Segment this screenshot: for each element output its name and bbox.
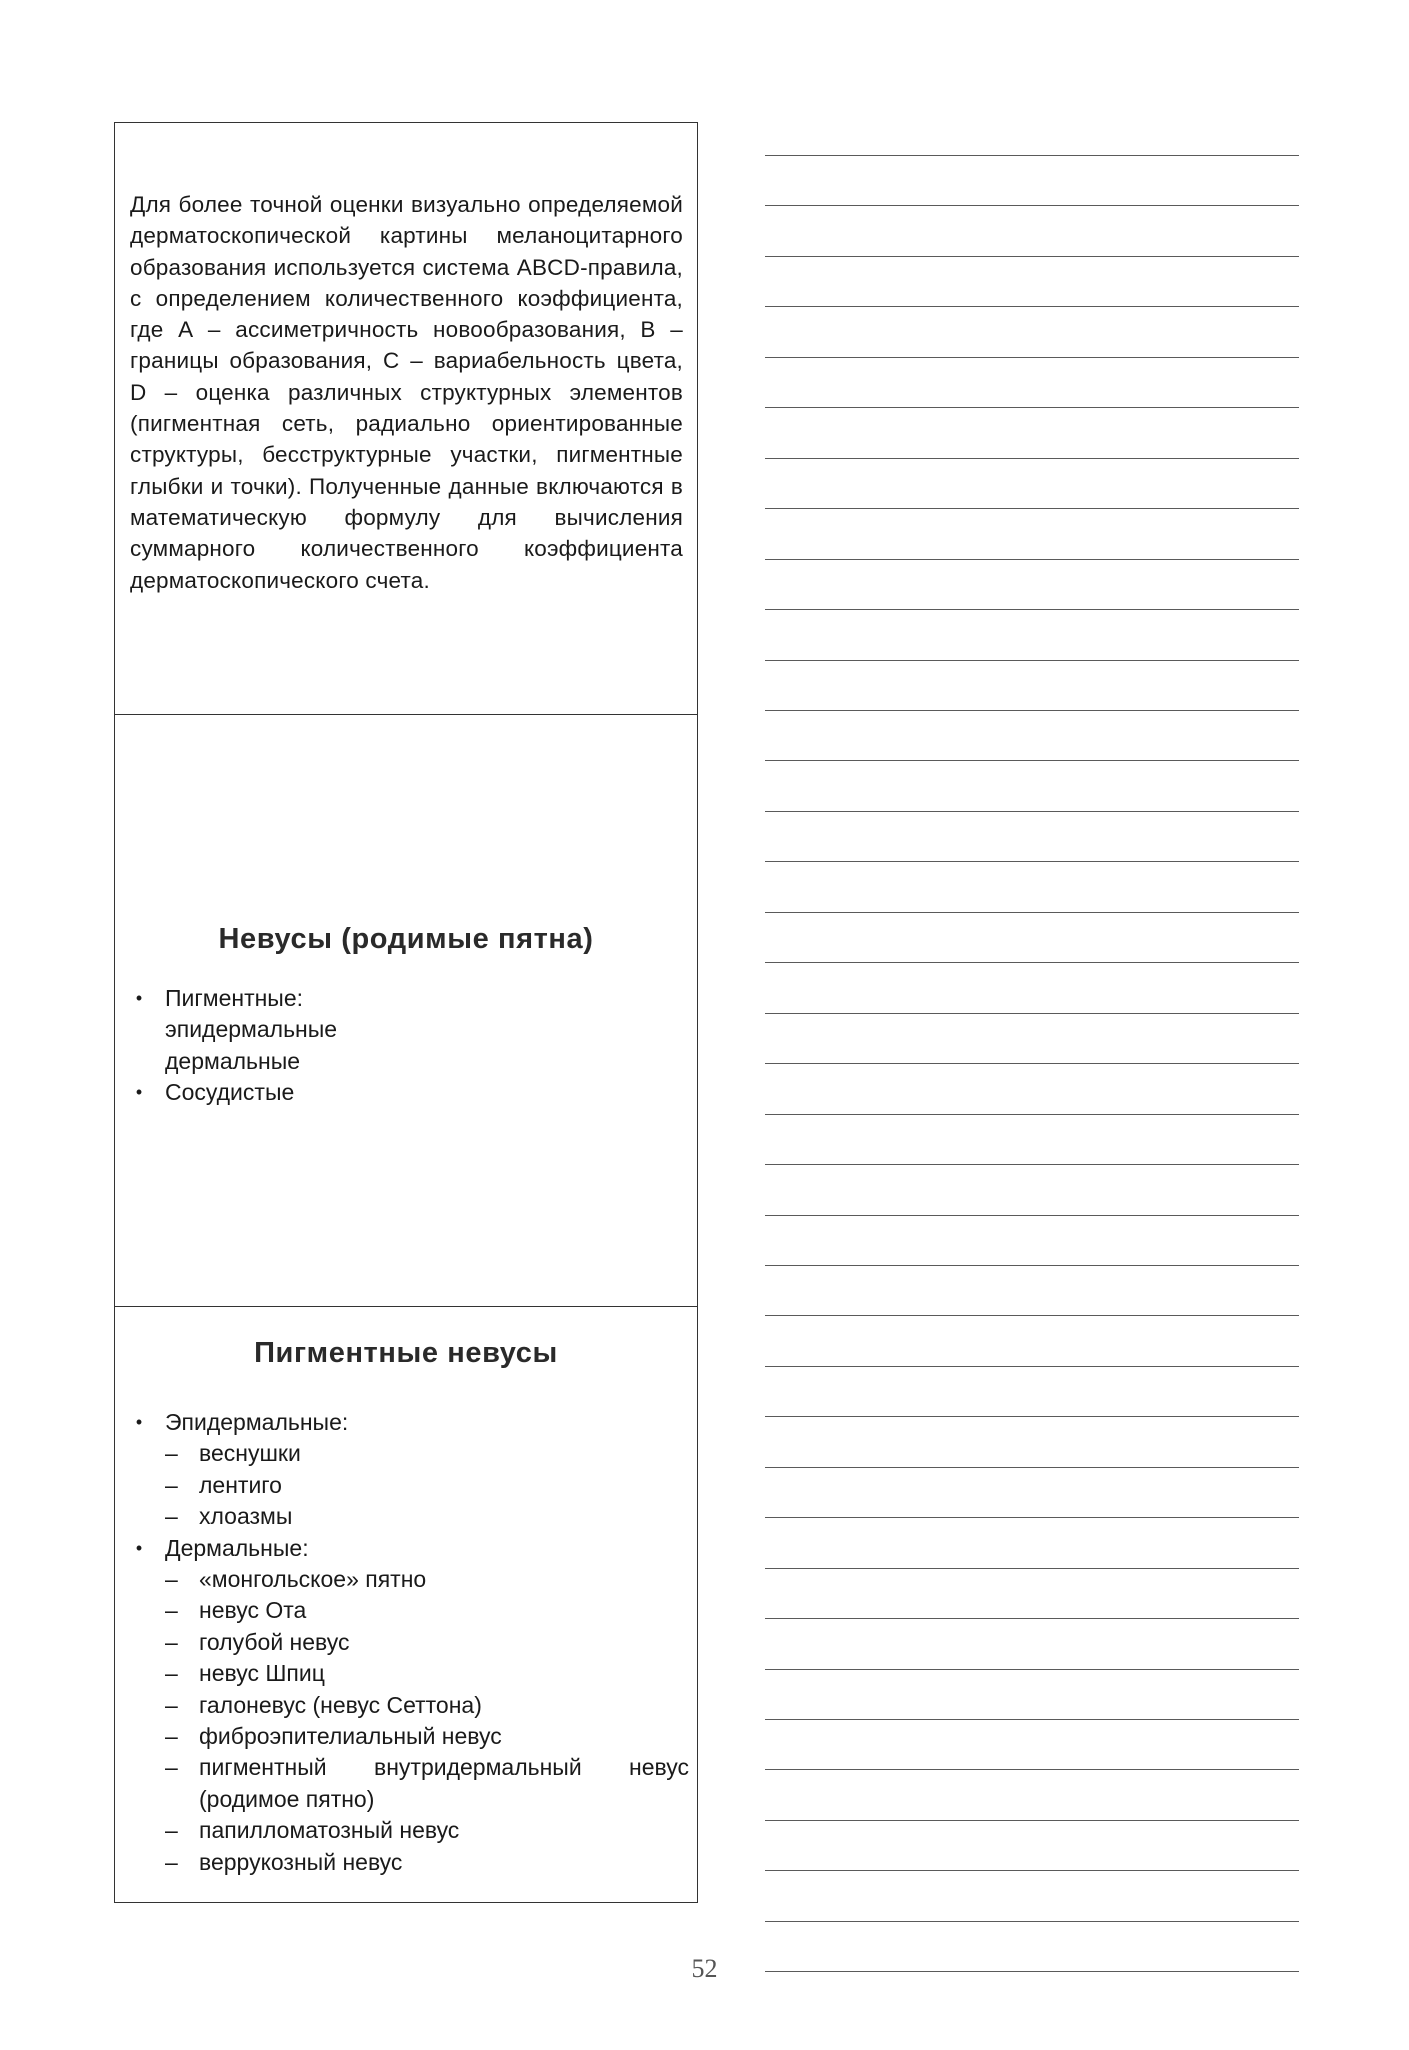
bullet-icon: • <box>135 1412 143 1432</box>
note-line <box>765 1315 1299 1316</box>
dash-icon: – <box>165 1471 178 1498</box>
dash-icon: – <box>165 1566 178 1593</box>
note-line <box>765 1164 1299 1165</box>
list-subitem <box>129 1564 689 1595</box>
list-subitem <box>129 1438 689 1469</box>
note-line <box>765 458 1299 459</box>
note-line <box>765 205 1299 206</box>
dash-icon: – <box>165 1597 178 1624</box>
note-line <box>765 1769 1299 1770</box>
list-subitem-label: веррукозный невус <box>199 1848 403 1875</box>
slide-abcd-rule <box>115 123 697 715</box>
dash-icon: – <box>165 1691 178 1718</box>
note-line <box>765 660 1299 661</box>
note-line <box>765 1265 1299 1266</box>
note-line <box>765 1618 1299 1619</box>
note-line <box>765 508 1299 509</box>
note-line <box>765 155 1299 156</box>
dash-icon: – <box>165 1754 178 1781</box>
dash-icon: – <box>165 1723 178 1750</box>
note-line <box>765 962 1299 963</box>
list-item-label: Эпидермальные: <box>165 1409 349 1435</box>
list-subitem-label: невус Шпиц <box>199 1660 325 1687</box>
nevi-list <box>129 983 689 1109</box>
note-line <box>765 1366 1299 1367</box>
list-subitem-label: фиброэпителиальный невус <box>199 1723 502 1750</box>
bullet-icon: • <box>135 1082 143 1103</box>
note-line <box>765 256 1299 257</box>
note-line <box>765 811 1299 812</box>
list-subitem-label: пигментный внутридермальный невус (родимое пятно) <box>199 1754 689 1812</box>
note-line <box>765 1719 1299 1720</box>
note-line <box>765 710 1299 711</box>
dash-icon: – <box>165 1440 178 1467</box>
list-subitem-label: папилломатозный невус <box>199 1817 460 1844</box>
list-subitem-label: «монгольское» пятно <box>199 1566 427 1593</box>
slide-title-pigment-nevi: Пигментные невусы <box>254 1337 558 1369</box>
note-lines <box>765 0 1299 2050</box>
list-subitem-label: галоневус (невус Сеттона) <box>199 1691 482 1718</box>
list-subitem-label: веснушки <box>199 1440 301 1467</box>
dash-icon: – <box>165 1848 178 1875</box>
list-item <box>129 983 689 1014</box>
list-subitem-label: хлоазмы <box>199 1503 293 1530</box>
note-line <box>765 1669 1299 1670</box>
list-subitem <box>129 1470 689 1501</box>
list-subitem <box>129 1658 689 1689</box>
note-line <box>765 306 1299 307</box>
note-line <box>765 1215 1299 1216</box>
note-line <box>765 1820 1299 1821</box>
list-subitem <box>129 1690 689 1721</box>
list-subitem <box>129 1847 689 1878</box>
note-line <box>765 1013 1299 1014</box>
dash-icon: – <box>165 1660 178 1687</box>
note-line <box>765 609 1299 610</box>
bullet-icon: • <box>135 1537 143 1558</box>
list-subitem-label: невус Ота <box>199 1597 307 1624</box>
slide-title-nevi: Невусы (родимые пятна) <box>218 923 594 955</box>
pigment-nevi-list <box>129 1407 689 1878</box>
list-subitem <box>129 1721 689 1752</box>
note-line <box>765 861 1299 862</box>
note-line <box>765 1870 1299 1871</box>
note-line <box>765 1568 1299 1569</box>
list-item <box>129 1533 689 1564</box>
list-subitem <box>129 1815 689 1846</box>
dash-icon: – <box>165 1628 178 1655</box>
list-subitem <box>129 1501 689 1532</box>
slides-column <box>114 122 698 1903</box>
list-subitem <box>129 1627 689 1658</box>
list-subitem: эпидермальные <box>165 1016 338 1043</box>
note-line <box>765 559 1299 560</box>
bullet-icon: • <box>135 988 143 1008</box>
slide-nevi <box>115 715 697 1307</box>
list-subitem <box>129 1595 689 1626</box>
list-subitem-label: лентиго <box>199 1471 282 1498</box>
dash-icon: – <box>165 1817 178 1844</box>
list-subitem-label: голубой невус <box>199 1628 350 1655</box>
list-item <box>129 1407 689 1438</box>
list-item-label: Дермальные: <box>165 1534 309 1561</box>
list-item-label: Пигментные: <box>165 985 304 1011</box>
list-subitem <box>129 1752 689 1815</box>
note-line <box>765 1063 1299 1064</box>
note-line <box>765 1467 1299 1468</box>
note-line <box>765 1114 1299 1115</box>
list-subitem: дермальные <box>165 1047 301 1074</box>
note-line <box>765 760 1299 761</box>
list-item-label: Сосудистые <box>165 1079 295 1106</box>
list-item <box>129 1077 689 1108</box>
note-line <box>765 407 1299 408</box>
note-line <box>765 912 1299 913</box>
dash-icon: – <box>165 1503 178 1530</box>
slide-pigment-nevi <box>115 1307 697 1902</box>
page-number: 52 <box>691 1954 718 1983</box>
note-line <box>765 1416 1299 1417</box>
note-line <box>765 357 1299 358</box>
abcd-paragraph: Для более точной оценки визуально определяемой дерматоскопической картины меланоцитарного образования используется система ABCD-правила, с определением количественного коэффициента, где А – ассиметричность новообразования, В – границы образования, С – вариабельность цвета, D – оценка различных структурных элементов (пигментная сеть, радиально ориентированные структуры, бесструктурные участки, пигментные глыбки и точки). Полученные данные включаются в математическую формулу для вычисления суммарного количественного коэффициента дерматоскопического счета. <box>130 192 683 593</box>
note-line <box>765 1517 1299 1518</box>
note-line <box>765 1921 1299 1922</box>
